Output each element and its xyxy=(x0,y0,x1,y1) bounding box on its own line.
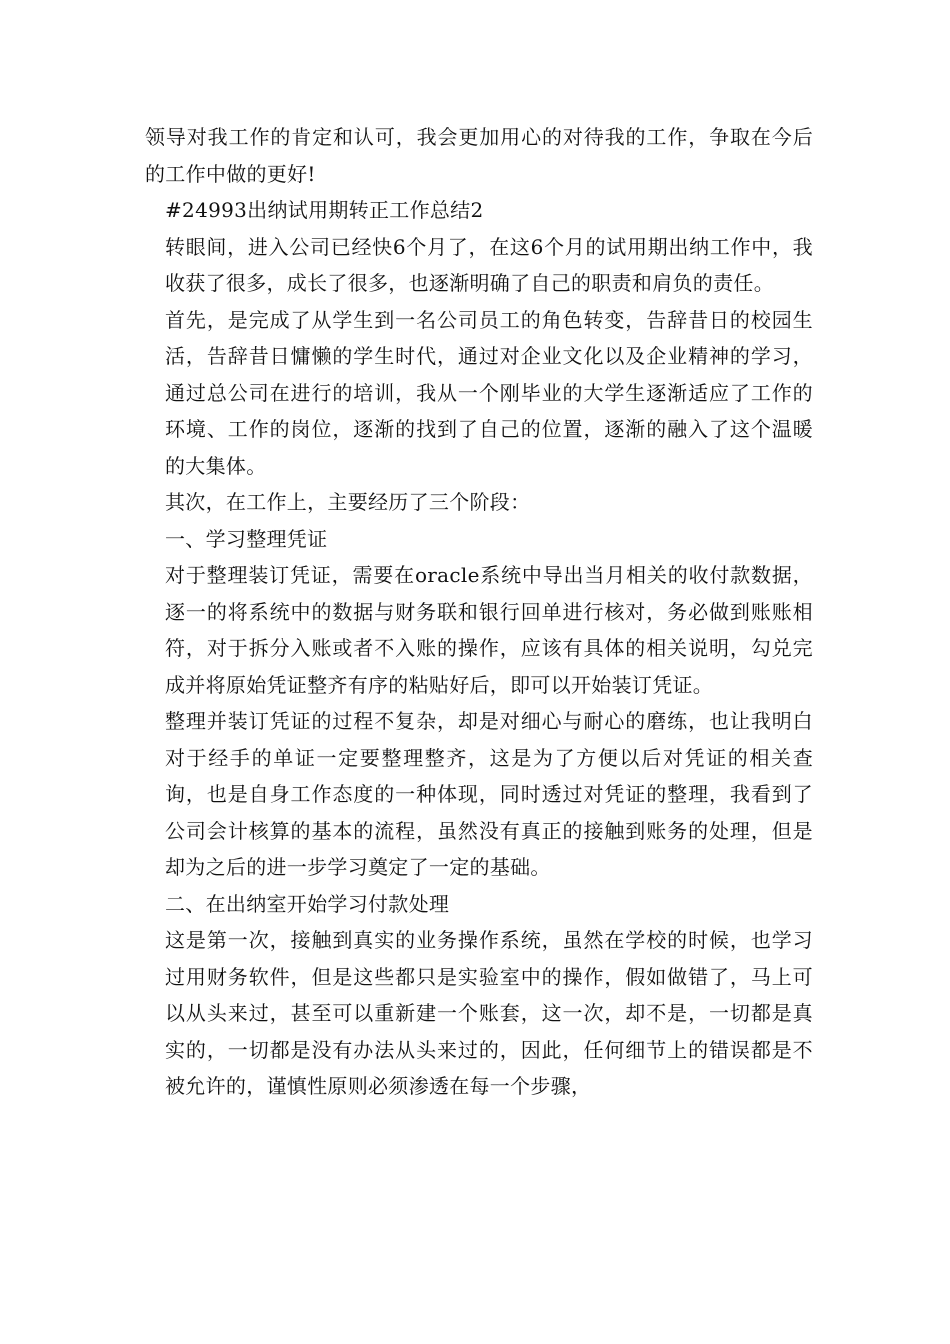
document-body xyxy=(145,119,813,1105)
paragraph-1: 领导对我工作的肯定和认可，我会更加用心的对待我的工作，争取在今后的工作中做的更好! xyxy=(145,125,813,186)
subheading-2: 二、在出纳室开始学习付款处理 xyxy=(165,891,450,916)
paragraph-3: 首先，是完成了从学生到一名公司员工的角色转变，告辞昔日的校园生活，告辞昔日慵懒的学生时代，通过对企业文化以及企业精神的学习，通过总公司在进行的培训，我从一个刚毕业的大学生逐渐适应了工作的环境、工作的岗位，逐渐的找到了自己的位置，逐渐的融入了这个温暖的大集体。 xyxy=(165,307,813,478)
paragraph-6: 整理并装订凭证的过程不复杂，却是对细心与耐心的磨练，也让我明白对于经手的单证一定要整理整齐，这是为了方便以后对凭证的相关查询，也是自身工作态度的一种体现，同时透过对凭证的整理，我看到了公司会计核算的基本的流程，虽然没有真正的接触到账务的处理，但是却为之后的进一步学习奠定了一定的基础。 xyxy=(165,709,813,879)
subheading-1: 一、学习整理凭证 xyxy=(165,526,328,551)
paragraph-7: 这是第一次，接触到真实的业务操作系统，虽然在学校的时候，也学习过用财务软件，但是这些都只是实验室中的操作，假如做错了，马上可以从头来过，甚至可以重新建一个账套，这一次，却不是，一切都是真实的，一切都是没有办法从头来过的，因此，任何细节上的错误都是不被允许的，谨慎性原则必须渗透在每一个步骤， xyxy=(165,928,813,1098)
paragraph-5: 对于整理装订凭证，需要在oracle系统中导出当月相关的收付款数据，逐一的将系统中的数据与财务联和银行回单进行核对，务必做到账账相符，对于拆分入账或者不入账的操作，应该有具体的相关说明，勾兑完成并将原始凭证整齐有序的粘贴好后，即可以开始装订凭证。 xyxy=(165,563,813,697)
paragraph-4: 其次，在工作上，主要经历了三个阶段： xyxy=(165,490,531,514)
paragraph-2: 转眼间，进入公司已经快6个月了，在这6个月的试用期出纳工作中，我收获了很多，成长了很多，也逐渐明确了自己的职责和肩负的责任。 xyxy=(165,234,813,295)
section-title: #24993出纳试用期转正工作总结2 xyxy=(165,198,484,222)
